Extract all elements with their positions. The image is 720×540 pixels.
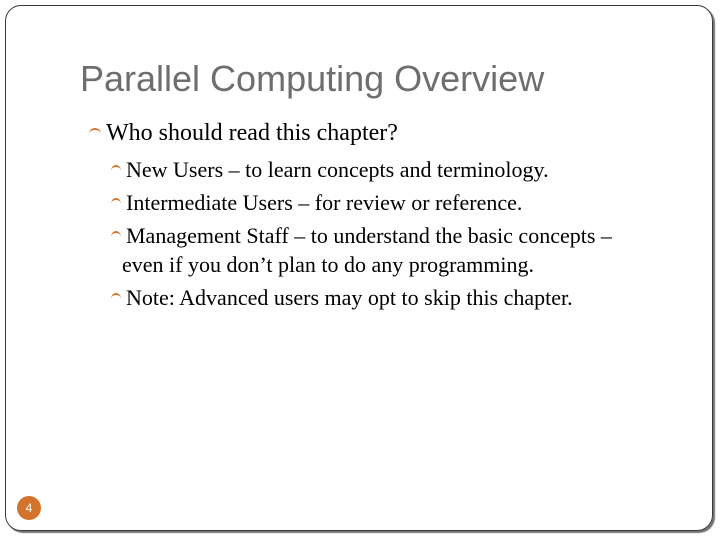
- bullet-level2: [108, 283, 668, 312]
- bullet-level2: [108, 188, 668, 217]
- bullet-text: Note: Advanced users may opt to skip this chapter.: [126, 285, 573, 310]
- bullet-level1: [86, 120, 398, 147]
- bullet-text: Intermediate Users – for review or reference.: [126, 190, 523, 215]
- bullet-level2: [108, 155, 668, 184]
- slide-title: Parallel Computing Overview: [80, 58, 545, 99]
- bullet-marker-icon: [108, 231, 124, 243]
- bullet-marker-icon: [108, 293, 124, 305]
- bullet-marker-icon: [86, 128, 104, 140]
- bullet-level2: [108, 221, 668, 279]
- bullet-text: Management Staff – to understand the basic concepts –: [126, 223, 612, 248]
- bullet-text: Who should read this chapter?: [106, 120, 398, 146]
- page-number-badge: 4: [17, 496, 41, 520]
- bullet-text: New Users – to learn concepts and terminology.: [126, 157, 549, 182]
- bullet-marker-icon: [108, 198, 124, 210]
- bullet-marker-icon: [108, 165, 124, 177]
- bullet-continuation: even if you don’t plan to do any programming.: [122, 252, 535, 277]
